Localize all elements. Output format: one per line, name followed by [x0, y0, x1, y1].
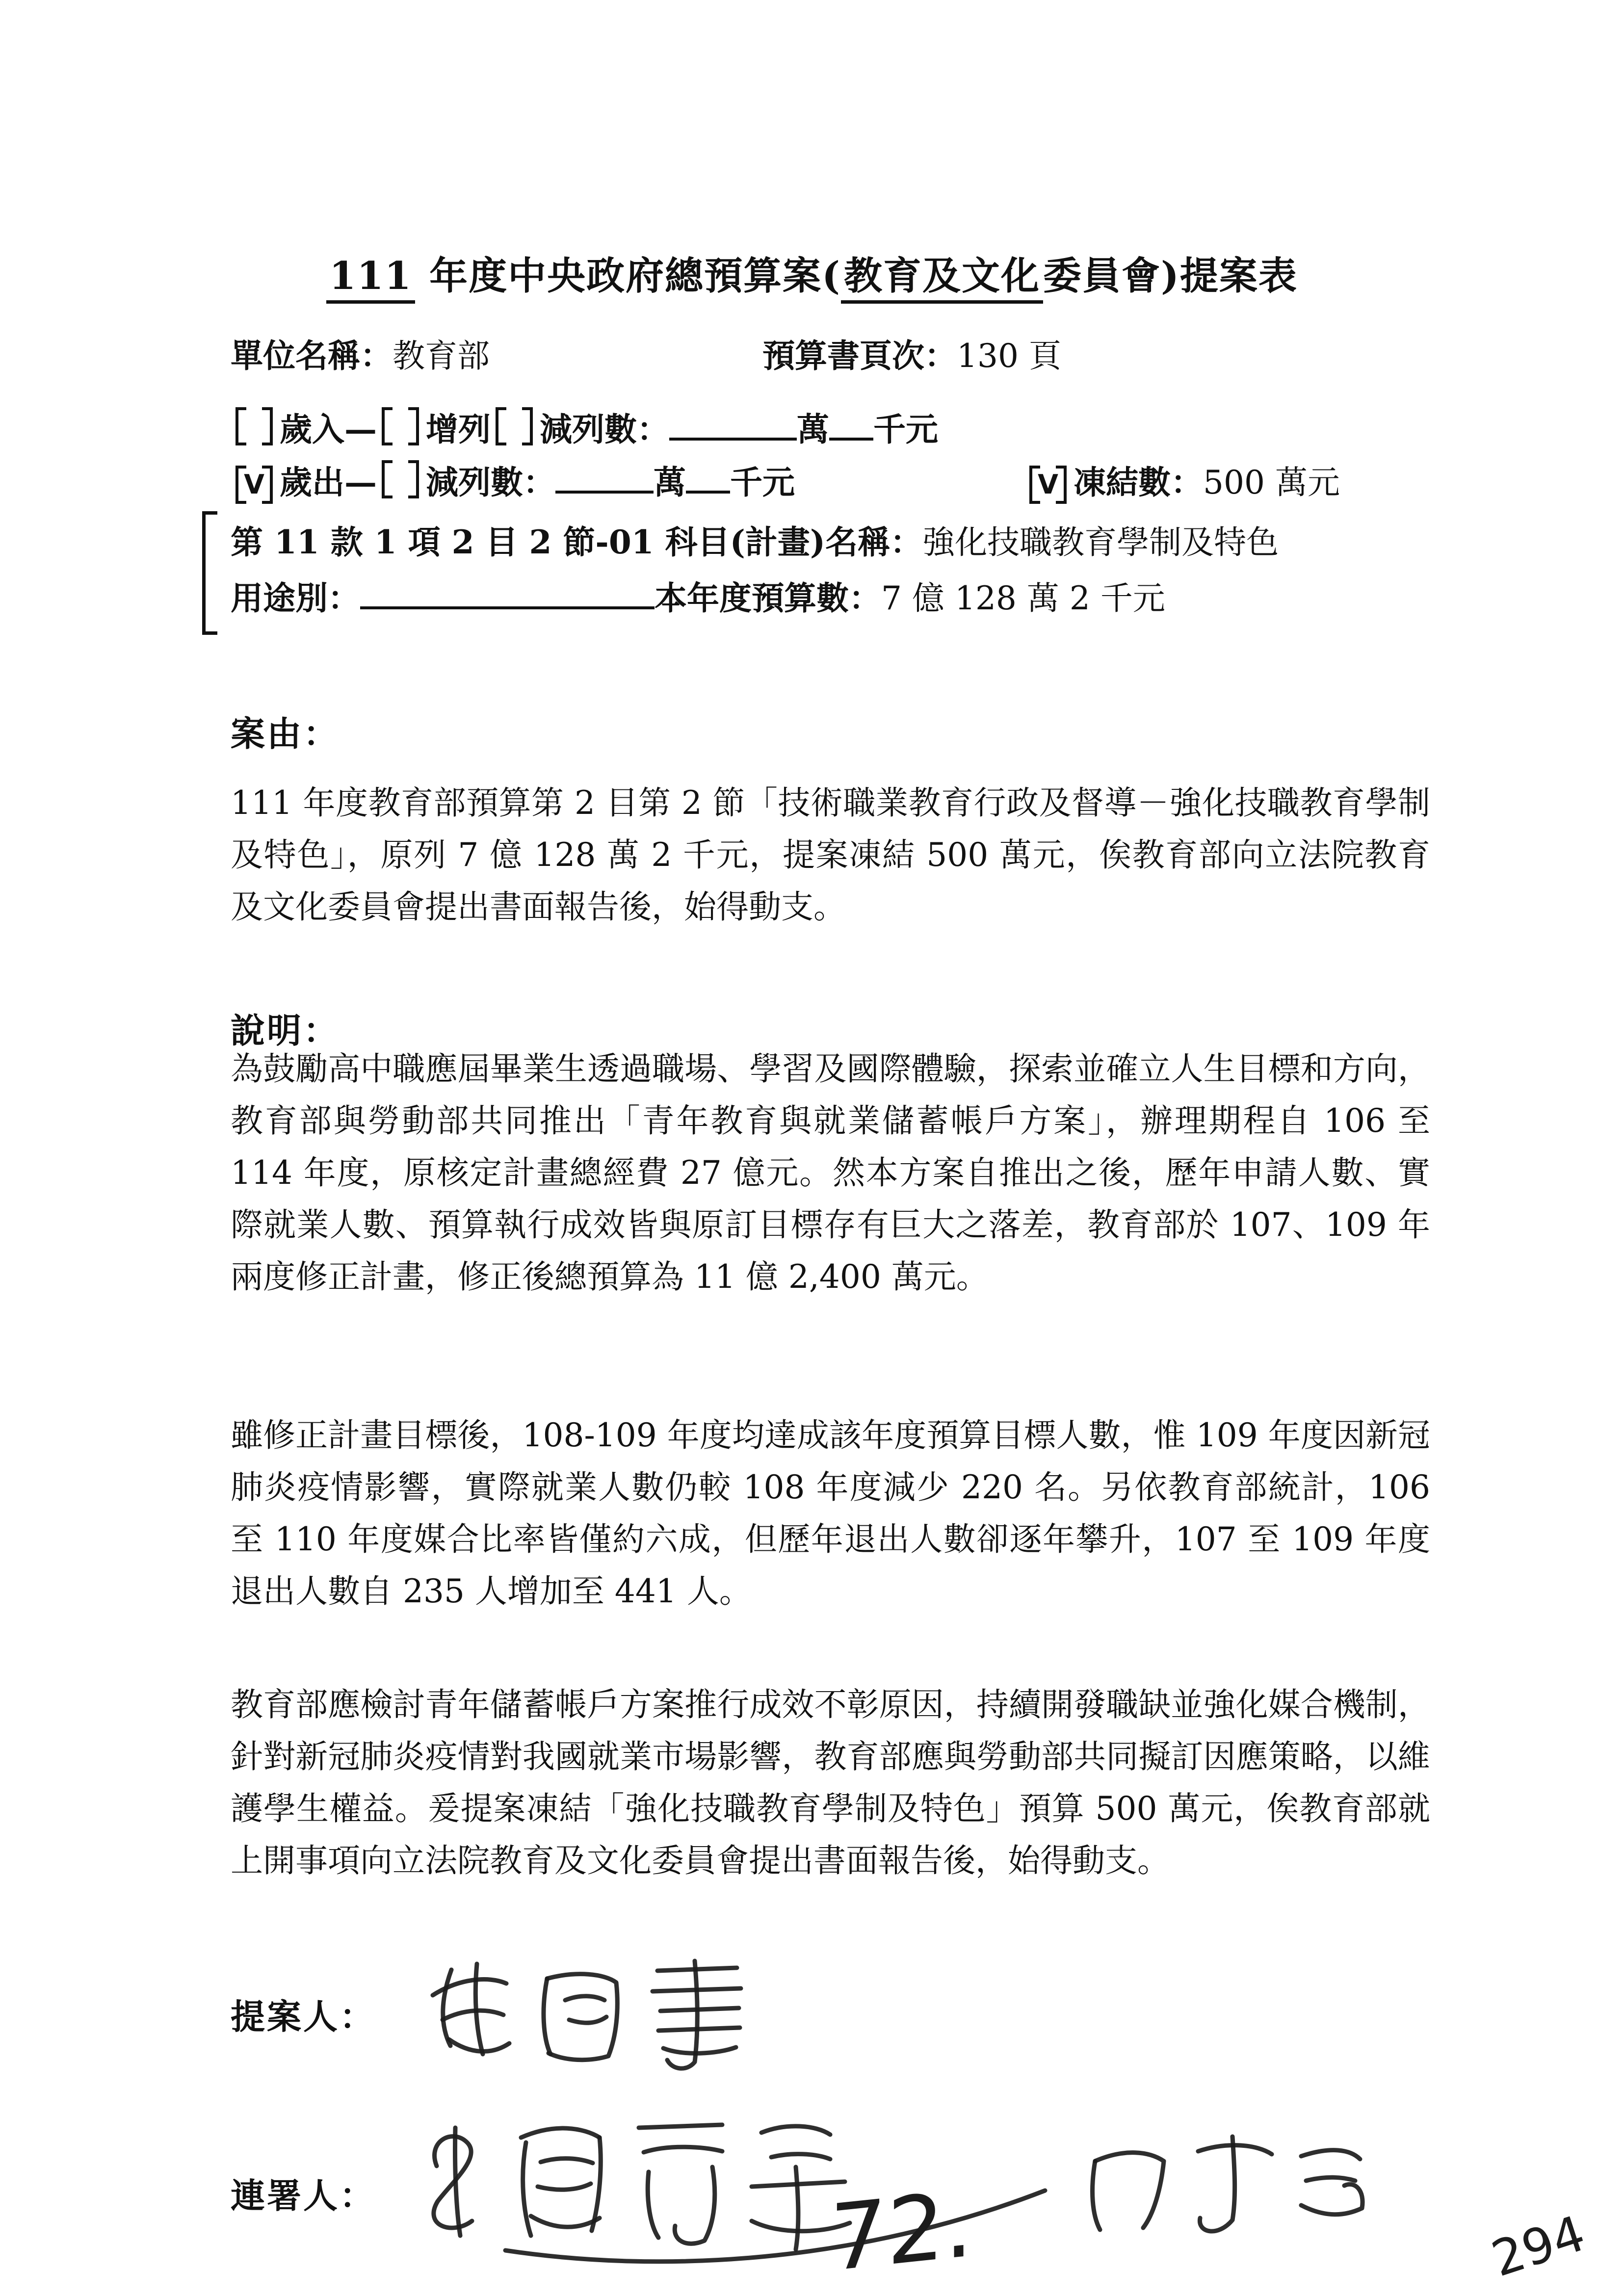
- revenue-checkbox: [236, 407, 273, 445]
- explanation-heading: 說明：: [231, 1010, 340, 1051]
- freeze-label: 凍結數：: [1074, 463, 1203, 501]
- item-row: [231, 516, 1279, 563]
- case-body: 111 年度教育部預算第 2 目第 2 節「技術職業教育行政及督導－強化技職教育學制及特色」，原列 7 億 128 萬 2 千元，提案凍結 500 萬元，俟教育部向立法院教育及文化委員會提出書面報告後，始得動支。: [231, 784, 1430, 926]
- revenue-amount-blank: [669, 409, 797, 441]
- budget-page-ref: [762, 330, 1061, 376]
- expense-decrease-checkbox: [382, 460, 419, 498]
- expense-amount-blank: [555, 462, 654, 494]
- expense-row: [231, 456, 1340, 503]
- expense-dash: —: [344, 463, 377, 501]
- revenue-increase-checkbox: [382, 407, 419, 445]
- expense-thousand-unit: 千元: [730, 463, 795, 501]
- unit-name-label: 單位名稱：: [231, 337, 393, 375]
- annual-budget-label: 本年度預算數：: [655, 579, 881, 617]
- revenue-thousand-blank: [829, 409, 873, 441]
- budget-page-value: 130 頁: [957, 337, 1061, 375]
- expense-label: 歲出: [280, 463, 344, 501]
- explanation-paragraph-3: 教育部應檢討青年儲蓄帳戶方案推行成效不彰原因，持續開發職缺並強化媒合機制，針對新冠肺炎疫情對我國就業市場影響，教育部應與勞動部共同擬訂因應策略，以維護學生權益。爰提案凍結「強化技職教育學制及特色」預算 500 萬元，俟教育部就上開事項向立法院教育及文化委員會提出書面報告後，始得動支。: [231, 1686, 1430, 1879]
- budget-page-label: 預算書頁次：: [762, 337, 957, 375]
- unit-row: [231, 330, 1061, 376]
- title-tail: 委員會)提案表: [1043, 254, 1298, 298]
- revenue-wan-unit: 萬: [797, 410, 829, 448]
- handwritten-number: 72.: [829, 2170, 973, 2292]
- revenue-decrease-checkbox: [496, 407, 533, 445]
- usage-label: 用途別：: [231, 579, 360, 617]
- item-subject-label: 科目(計畫)名稱：: [665, 523, 923, 561]
- freeze-checkbox-mark: V: [1038, 469, 1058, 500]
- usage-blank: [360, 578, 655, 609]
- revenue-decrease-label: 減列數：: [540, 410, 669, 448]
- revenue-label: 歲入: [280, 410, 344, 448]
- cosigner-label: 連署人：: [231, 2175, 376, 2216]
- title-committee: 教育及文化: [841, 254, 1043, 304]
- freeze-section: [1024, 456, 1340, 503]
- title-year: 111: [326, 254, 415, 304]
- left-bracket-decoration: [202, 511, 218, 635]
- revenue-dash: —: [344, 410, 377, 448]
- expense-wan-unit: 萬: [654, 463, 686, 501]
- page-number-handwritten: 294: [1485, 2204, 1592, 2288]
- revenue-increase-label: 增列: [426, 410, 491, 448]
- page-title: [0, 245, 1624, 300]
- proposer-signature: [422, 1950, 765, 2073]
- item-subject-value: 強化技職教育學制及特色: [922, 523, 1279, 561]
- expense-decrease-label: 減列數：: [426, 463, 555, 501]
- title-mid: 年度中央政府總預算案(: [415, 254, 841, 298]
- revenue-row: [231, 403, 938, 450]
- freeze-checkbox: [1029, 466, 1067, 504]
- case-heading: 案由：: [231, 713, 340, 754]
- explanation-paragraph-2: 雖修正計畫目標後，108-109 年度均達成該年度預算目標人數，惟 109 年度因新冠肺炎疫情影響，實際就業人數仍較 108 年度減少 220 名。另依教育部統計，106 至 110 年度媒合比率皆僅約六成，但歷年退出人數卻逐年攀升，107 至 109 年度退出人數自 235 人增加至 441 人。: [231, 1416, 1430, 1610]
- annual-budget-value: 7 億 128 萬 2 千元: [881, 579, 1165, 617]
- usage-row: [231, 572, 1165, 619]
- expense-checkbox-mark: V: [244, 469, 264, 500]
- explanation-paragraph-1: 為鼓勵高中職應屆畢業生透過職場、學習及國際體驗，探索並確立人生目標和方向，教育部與勞動部共同推出「青年教育與就業儲蓄帳戶方案」，辦理期程自 106 至 114 年度，原核定計畫總經費 27 億元。然本方案自推出之後，歷年申請人數、實際就業人數、預算執行成效皆與原訂目標存有巨大之落差，教育部於 107、109 年兩度修正計畫，修正後總預算為 11 億 2,400 萬元。: [231, 1050, 1430, 1296]
- cosigner-signature-2: [1070, 2122, 1384, 2240]
- expense-thousand-blank: [686, 462, 730, 494]
- expense-checkbox: [236, 466, 273, 504]
- revenue-thousand-unit: 千元: [873, 410, 938, 448]
- item-clause: 第 11 款 1 項 2 目 2 節-01: [231, 523, 665, 561]
- proposer-label: 提案人：: [231, 1996, 376, 2037]
- freeze-value: 500 萬元: [1203, 464, 1340, 501]
- unit-name-value: 教育部: [393, 337, 490, 375]
